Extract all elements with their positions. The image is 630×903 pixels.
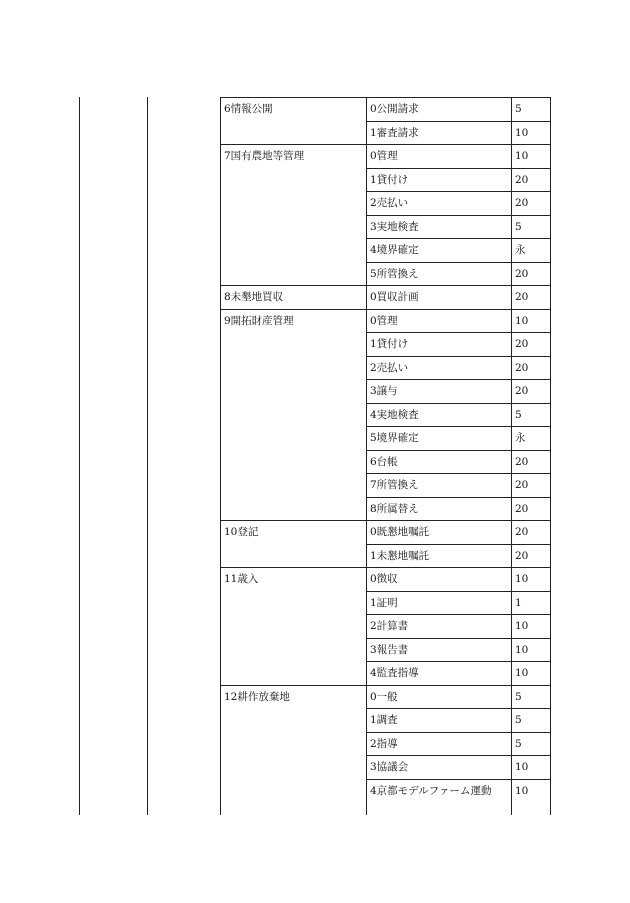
item-retention-years: 20 [515, 549, 529, 562]
row-rule [366, 708, 550, 709]
group-name: 12耕作放棄地 [224, 690, 290, 703]
item-detail: 1審査請求 [370, 126, 419, 139]
group-name: 11歳入 [224, 573, 259, 585]
item-retention-years: 1 [515, 596, 522, 609]
item-retention-years: 10 [515, 620, 529, 632]
item-retention-years: 5 [515, 103, 522, 115]
group-name: 8未墾地買収 [224, 291, 284, 303]
item-retention-years: 10 [515, 150, 529, 162]
row-rule [366, 332, 550, 333]
group-name: 10登記 [224, 526, 259, 538]
column-rule [220, 97, 221, 815]
item-detail: 5所管換え [370, 267, 419, 280]
item-detail: 0公開請求 [370, 103, 419, 115]
row-rule [366, 779, 550, 780]
row-rule [366, 755, 550, 756]
row-rule [366, 403, 550, 404]
column-rule [550, 97, 551, 815]
row-rule [366, 591, 550, 592]
row-rule [366, 191, 550, 192]
item-retention-years: 5 [515, 737, 522, 750]
group-rule [220, 520, 550, 521]
group-name: 6情報公開 [224, 103, 273, 115]
table-top-border [220, 97, 550, 98]
row-rule [366, 238, 550, 239]
item-detail: 0徴収 [370, 573, 398, 585]
item-detail: 1未懇地嘱託 [370, 549, 430, 562]
row-rule [366, 614, 550, 615]
row-rule [366, 121, 550, 122]
item-retention-years: 10 [515, 761, 529, 773]
group-name: 9開拓財産管理 [224, 314, 294, 327]
item-detail: 4監査指導 [370, 667, 419, 679]
item-retention-years: 20 [515, 526, 529, 538]
row-rule [366, 732, 550, 733]
item-retention-years: 20 [515, 338, 529, 350]
item-detail: 4実地検査 [370, 408, 419, 421]
item-detail: 0既懇地嘱託 [370, 526, 430, 538]
item-detail: 0一般 [370, 690, 398, 703]
item-retention-years: 永 [515, 432, 526, 444]
item-retention-years: 10 [515, 643, 529, 656]
item-retention-years: 10 [515, 784, 529, 797]
item-retention-years: 10 [515, 573, 529, 585]
item-retention-years: 20 [515, 267, 529, 280]
row-rule [366, 379, 550, 380]
item-retention-years: 5 [515, 220, 522, 233]
item-detail: 5境界確定 [370, 432, 419, 444]
item-detail: 8所属替え [370, 502, 419, 515]
item-detail: 4境界確定 [370, 244, 419, 256]
item-retention-years: 20 [515, 197, 529, 209]
item-detail: 3譲与 [370, 385, 398, 397]
row-rule [366, 544, 550, 545]
item-detail: 2指導 [370, 737, 398, 750]
item-detail: 3報告書 [370, 643, 409, 656]
item-detail: 0買収計画 [370, 291, 419, 303]
item-retention-years: 10 [515, 667, 529, 679]
item-retention-years: 20 [515, 385, 529, 397]
item-detail: 0管理 [370, 314, 398, 327]
group-rule [220, 285, 550, 286]
row-rule [366, 426, 550, 427]
item-detail: 6台帳 [370, 455, 398, 468]
group-rule [220, 144, 550, 145]
item-retention-years: 5 [515, 690, 522, 703]
item-retention-years: 20 [515, 361, 529, 374]
row-rule [366, 450, 550, 451]
group-rule [220, 567, 550, 568]
item-detail: 7所管換え [370, 479, 419, 491]
item-retention-years: 5 [515, 408, 522, 421]
item-detail: 1貸付け [370, 173, 409, 186]
row-rule [366, 497, 550, 498]
row-rule [366, 356, 550, 357]
row-rule [366, 168, 550, 169]
column-rule [79, 97, 80, 815]
item-retention-years: 20 [515, 291, 529, 303]
group-name: 7国有農地等管理 [224, 150, 305, 162]
item-retention-years: 20 [515, 502, 529, 515]
column-rule [147, 97, 148, 815]
item-retention-years: 10 [515, 314, 529, 327]
group-rule [220, 309, 550, 310]
group-rule [220, 685, 550, 686]
item-detail: 3協議会 [370, 761, 409, 773]
item-detail: 1証明 [370, 596, 398, 609]
item-retention-years: 20 [515, 455, 529, 468]
row-rule [366, 638, 550, 639]
item-retention-years: 5 [515, 714, 522, 726]
item-detail: 1貸付け [370, 338, 409, 350]
item-detail: 3実地検査 [370, 220, 419, 233]
item-retention-years: 20 [515, 173, 529, 186]
row-rule [366, 215, 550, 216]
item-detail: 2売払い [370, 361, 409, 374]
item-retention-years: 20 [515, 479, 529, 491]
row-rule [366, 262, 550, 263]
row-rule [366, 661, 550, 662]
item-detail: 2計算書 [370, 620, 409, 632]
item-detail: 1調査 [370, 714, 398, 726]
item-detail: 2売払い [370, 197, 409, 209]
item-detail: 4京都モデルファーム運動 [370, 784, 492, 797]
row-rule [366, 473, 550, 474]
item-retention-years: 永 [515, 244, 526, 256]
item-retention-years: 10 [515, 126, 529, 139]
item-detail: 0管理 [370, 150, 398, 162]
